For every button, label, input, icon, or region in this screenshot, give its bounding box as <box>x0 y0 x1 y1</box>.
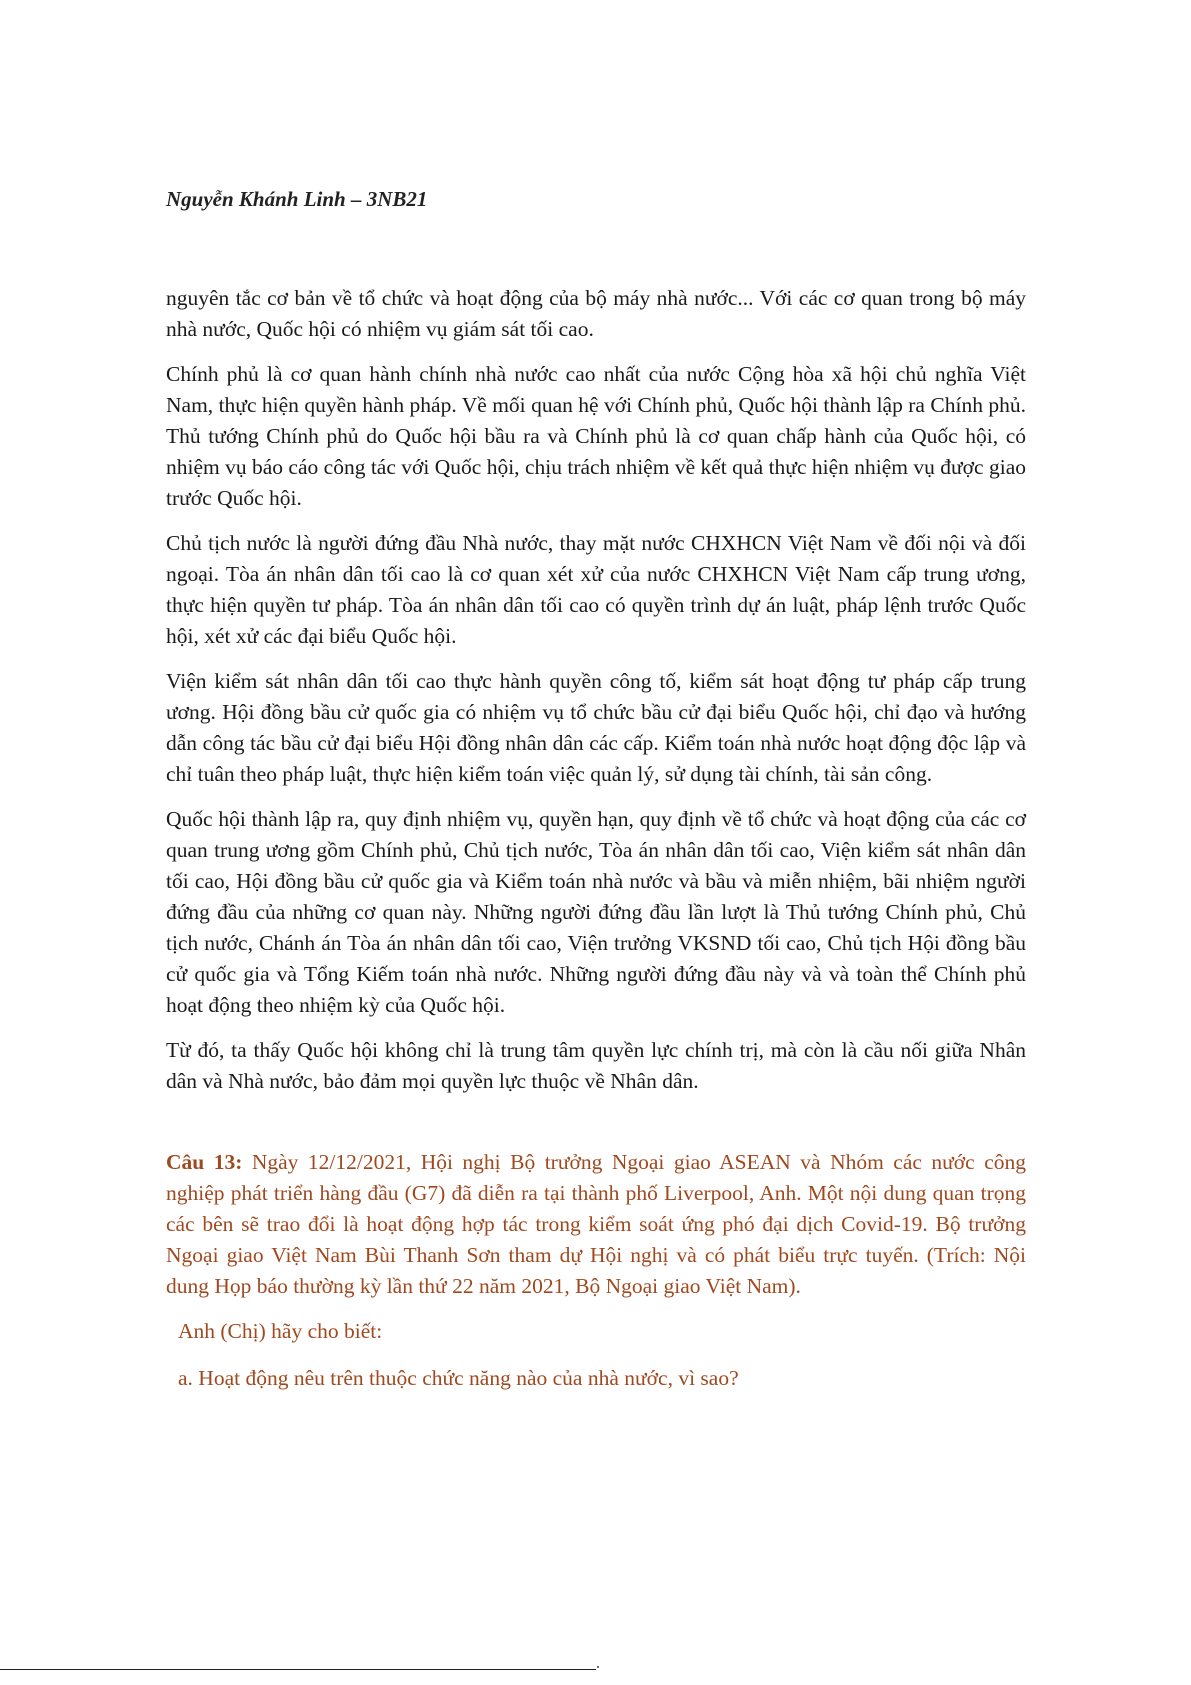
question-prompt: Anh (Chị) hãy cho biết: <box>178 1319 383 1343</box>
paragraph-3: Chủ tịch nước là người đứng đầu Nhà nước, thay mặt nước CHXHCN Việt Nam về đối nội và đối ngoại. Tòa án nhân dân tối cao là cơ quan xét xử của nước CHXHCN Việt Nam cấp trung ương, thực hiện quyền tư pháp. Tòa án nhân dân tối cao có quyền trình dự án luật, pháp lệnh trước Quốc hội, xét xử các đại biểu Quốc hội. <box>166 531 1026 648</box>
question-sub-a: a. Hoạt động nêu trên thuộc chức năng nào của nhà nước, vì sao? <box>178 1366 739 1390</box>
paragraph-2: Chính phủ là cơ quan hành chính nhà nước cao nhất của nước Cộng hòa xã hội chủ nghĩa Việt Nam, thực hiện quyền hành pháp. Về mối quan hệ với Chính phủ, Quốc hội thành lập ra Chính phủ. Thủ tướng Chính phủ do Quốc hội bầu ra và Chính phủ là cơ quan chấp hành của Quốc hội, có nhiệm vụ báo cáo công tác với Quốc hội, chịu trách nhiệm về kết quả thực hiện nhiệm vụ được giao trước Quốc hội. <box>166 362 1026 510</box>
paragraph-5: Quốc hội thành lập ra, quy định nhiệm vụ, quyền hạn, quy định về tổ chức và hoạt động của các cơ quan trung ương gồm Chính phủ, Chủ tịch nước, Tòa án nhân dân tối cao, Viện kiểm sát nhân dân tối cao, Hội đồng bầu cử quốc gia và Kiểm toán nhà nước và bầu và miễn nhiệm, bãi nhiệm người đứng đầu của những cơ quan này. Những người đứng đầu lần lượt là Thủ tướng Chính phủ, Chủ tịch nước, Chánh án Tòa án nhân dân tối cao, Viện trưởng VKSND tối cao, Chủ tịch Hội đồng bầu cử quốc gia và Tổng Kiếm toán nhà nước. Những người đứng đầu này và và toàn thể Chính phủ hoạt động theo nhiệm kỳ của Quốc hội. <box>166 807 1026 1017</box>
author-header: Nguyễn Khánh Linh – 3NB21 <box>166 187 428 211</box>
paragraph-4: Viện kiểm sát nhân dân tối cao thực hành quyền công tố, kiểm sát hoạt động tư pháp cấp trung ương. Hội đồng bầu cử quốc gia có nhiệm vụ tổ chức bầu cử đại biểu Quốc hội, chỉ đạo và hướng dẫn công tác bầu cử đại biểu Hội đồng nhân dân các cấp. Kiểm toán nhà nước hoạt động độc lập và chỉ tuân theo pháp luật, thực hiện kiểm toán việc quản lý, sử dụng tài chính, tài sản công. <box>166 669 1026 786</box>
document-body <box>166 283 1026 1394</box>
paragraph-6: Từ đó, ta thấy Quốc hội không chỉ là trung tâm quyền lực chính trị, mà còn là cầu nối giữa Nhân dân và Nhà nước, bảo đảm mọi quyền lực thuộc về Nhân dân. <box>166 1038 1026 1093</box>
footer-dot <box>597 1666 599 1668</box>
paragraph-1: nguyên tắc cơ bản về tổ chức và hoạt động của bộ máy nhà nước... Với các cơ quan trong bộ máy nhà nước, Quốc hội có nhiệm vụ giám sát tối cao. <box>166 286 1026 341</box>
footer-divider <box>0 1669 596 1670</box>
question-text: Ngày 12/12/2021, Hội nghị Bộ trưởng Ngoại giao ASEAN và Nhóm các nước công nghiệp phát triển hàng đầu (G7) đã diễn ra tại thành phố Liverpool, Anh. Một nội dung quan trọng các bên sẽ trao đổi là hoạt động hợp tác trong kiểm soát ứng phó đại dịch Covid-19. Bộ trưởng Ngoại giao Việt Nam Bùi Thanh Sơn tham dự Hội nghị và có phát biểu trực tuyến. (Trích: Nội dung Họp báo thường kỳ lần thứ 22 năm 2021, Bộ Ngoại giao Việt Nam). <box>166 1150 1026 1298</box>
question-label: Câu 13: <box>166 1150 243 1174</box>
question-13 <box>166 1147 1026 1302</box>
